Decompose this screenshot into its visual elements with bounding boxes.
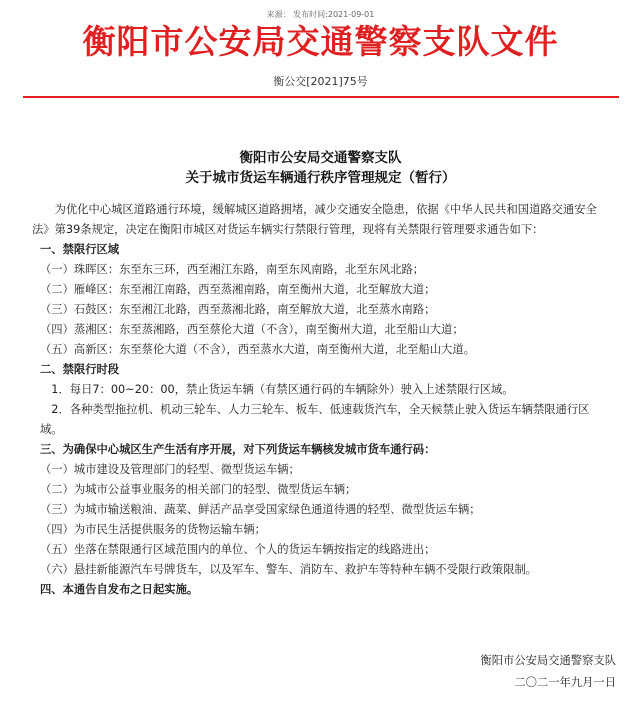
- list-item: （四）蒸湘区：东至蒸湘路，西至蔡伦大道（不含），南至衡州大道，北至船山大道；: [40, 323, 464, 336]
- list-item: （三）石鼓区：东至湘江北路，西至蒸湘北路，南至解放大道，北至蒸水南路；: [40, 303, 436, 316]
- list-item: （二）雁峰区：东至湘江南路，西至蒸湘南路，南至衡州大道，北至解放大道；: [40, 283, 436, 296]
- list-item: 2．各种类型拖拉机、机动三轮车、人力三轮车、板车、低速载货汽车，全天候禁止驶入货运车辆禁限通行区域。: [40, 403, 590, 436]
- document-number: 衡公交[2021]75号: [273, 75, 368, 88]
- signature-date: 二〇二一年九月一日: [514, 676, 616, 689]
- notice-title-line2: 关于城市货运车辆通行秩序管理规定（暂行）: [185, 170, 456, 186]
- notice-body: [32, 200, 607, 600]
- red-divider: [23, 96, 619, 98]
- list-item: 1．每日7：00~20：00，禁止货运车辆（有禁区通行码的车辆除外）驶入上述禁限行区域。: [51, 383, 514, 396]
- list-item: （一）城市建设及管理部门的轻型、微型货运车辆；: [40, 463, 300, 476]
- list-item: （六）悬挂新能源汽车号牌货车，以及军车、警车、消防车、救护车等特种车辆不受限行政策限制。: [40, 563, 538, 576]
- source-line: 来源： 发布时间:2021-09-01: [266, 10, 375, 19]
- list-item: （五）高新区：东至蔡伦大道（不含），西至蒸水大道，南至衡州大道，北至船山大道。: [40, 343, 475, 356]
- list-item: （三）为城市输送粮油、蔬菜、鲜活产品享受国家绿色通道待遇的轻型、微型货运车辆；: [40, 503, 481, 516]
- section-heading: 四、本通告自发布之日起实施。: [40, 583, 199, 596]
- signature-org: 衡阳市公安局交通警察支队: [480, 654, 616, 667]
- list-item: （五）坐落在禁限通行区域范围内的单位、个人的货运车辆按指定的线路进出；: [40, 543, 436, 556]
- list-item: （一）珠晖区：东至东三环，西至湘江东路，南至东风南路，北至东风北路；: [40, 263, 425, 276]
- list-item: （二）为城市公益事业服务的相关部门的轻型、微型货运车辆；: [40, 483, 357, 496]
- list-item: （四）为市民生活提供服务的货物运输车辆；: [40, 523, 266, 536]
- intro-paragraph: 为优化中心城区道路通行环境，缓解城区道路拥堵，减少交通安全隐患，依据《中华人民共和国道路交通安全法》第39条规定，决定在衡阳市城区对货运车辆实行禁限行管理，现将有关禁限行管理要求通告如下：: [32, 203, 597, 236]
- section-heading: 一、禁限行区域: [40, 243, 120, 256]
- document-header-title: 衡阳市公安局交通警察支队文件: [82, 22, 559, 61]
- section-heading: 二、禁限行时段: [40, 363, 120, 376]
- notice-title-line1: 衡阳市公安局交通警察支队: [239, 150, 402, 166]
- section-heading: 三、为确保中心城区生产生活有序开展，对下列货运车辆核发城市货车通行码：: [40, 443, 436, 456]
